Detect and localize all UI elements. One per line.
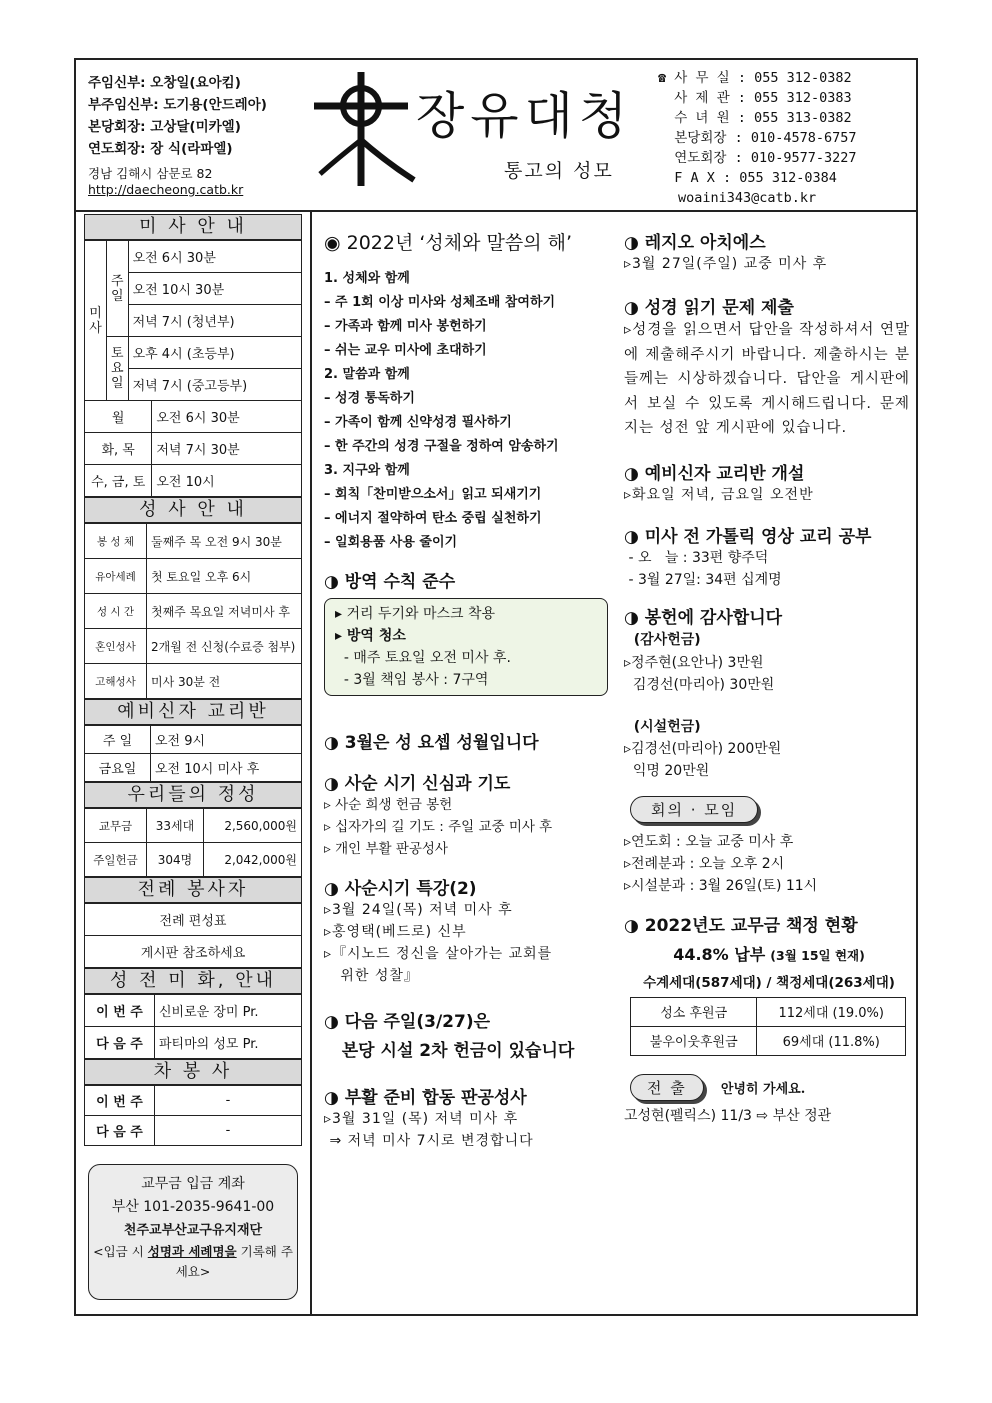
contact-row: 수 녀 원 : 055 313-0382 [674,110,852,126]
list-item: ▹전례분과 : 오늘 오후 2시 [624,855,785,872]
sacrament-value: 둘째주 목 오전 9시 30분 [147,524,302,559]
mass-time: 오전 10시 [152,465,302,497]
catechumen-table [84,725,302,782]
list-item: ▸ 방역 청소 [335,628,406,644]
list-item: ▹ 십자가의 길 기도 : 주일 교중 미사 후 [324,819,553,835]
sacrament-label: 유아세례 [85,559,147,594]
sacraments-table [84,523,302,699]
list-item: – 가족과 함께 미사 봉헌하기 [324,319,487,334]
staff-row: 주임신부: 오창일(요아킴) [88,75,241,91]
mass-time: 저녁 7시 30분 [152,433,302,465]
thanks-subtitle: (시설헌금) [624,718,701,735]
sacrament-value: 첫째주 목요일 저녁미사 후 [147,594,302,629]
list-item: ▹정주현(요안나) 3만원 [624,654,764,671]
sunday-label: 주 일 [107,241,129,337]
list-item: 2. 말씀과 함께 [324,367,410,382]
address-text: 경남 김해시 삼문로 82 [88,166,213,181]
list-item: - 오 늘 : 33편 향주덕 [624,549,769,566]
staff-row: 본당회장: 고상달(미카엘) [88,119,241,135]
sacrament-label: 고해성사 [85,664,147,699]
mass-time: 저녁 7시 (청년부) [128,305,301,337]
catechumen-label: 주 일 [85,726,151,754]
next-sunday-title: ◑ 다음 주일(3/27)은 [324,1012,491,1032]
flower-label: 다 음 주 [85,1027,155,1059]
offering-label: 주일헌금 [85,843,147,877]
weekday-label: 월 [85,401,152,433]
list-item: ▹『시노드 정신을 살아가는 교회를 [324,946,553,962]
transfer-heading [624,1074,914,1101]
parish-address [88,166,243,198]
transfer-pill: 전 출 [630,1074,704,1101]
parish-url-link[interactable]: http://daecheong.catb.kr [88,182,244,197]
catechumen-value: 오전 10시 미사 후 [151,754,302,782]
weekday-label: 수, 금, 토 [85,465,152,497]
staff-list [88,72,267,160]
dues-value: 112세대 (19.0%) [757,997,906,1026]
list-item: ▹ 사순 희생 헌금 봉헌 [324,797,453,813]
catechism-title: ◑ 예비신자 교리반 개설 [624,463,805,484]
list-item: ▹시설분과 : 3월 26일(토) 11시 [624,877,818,894]
list-item: ▹3월 24일(목) 저녁 미사 후 [324,902,513,918]
contact-row: F A X : 055 312-0384 [674,170,837,186]
lent-title: ◑ 사순 시기 신심과 기도 [324,774,511,794]
drivers-section-title: 차 봉 사 [84,1059,302,1085]
middle-column [324,228,614,1152]
dues-label: 성소 후원금 [631,997,757,1026]
driver-label: 다 음 주 [85,1116,155,1146]
list-item: – 가족이 함께 신약성경 필사하기 [324,415,512,430]
account-holder: 천주교부산교구유지재단 [123,1223,263,1238]
video-title: ◑ 미사 전 가톨릭 영상 교리 공부 [624,526,872,547]
catechumen-value: 오전 9시 [151,726,302,754]
saturday-label: 토 요 일 [107,337,129,401]
sacraments-section-title: 성 사 안 내 [84,497,302,523]
column-divider [310,212,312,1316]
mass-time: 오전 10시 30분 [128,273,301,305]
thanks-list [624,652,914,696]
dues-title: ◑ 2022년도 교무금 책정 현황 [624,915,858,936]
video-list [624,547,914,591]
list-item: – 쉬는 교우 미사에 초대하기 [324,343,487,358]
easter-list [324,1108,614,1152]
drivers-table [84,1085,302,1146]
thanks-subtitle: (감사헌금) [624,631,701,648]
bible-text: ▹성경을 읽으면서 답안을 작성하셔서 연말에 제출해주시기 바랍니다. 제출하시는 분들께는 시상하겠습니다. 답안을 게시판에서 보실 수 있도록 게시해드립니다. 문제지는 성전 앞 게시판에 있습니다. [624,322,910,436]
offering-label: 교무금 [85,809,147,843]
quarantine-box [324,598,608,696]
liturgy-section-title: 전례 봉사자 [84,877,302,903]
easter-title: ◑ 부활 준비 합동 판공성사 [324,1088,527,1108]
dues-value: 69세대 (11.8%) [757,1026,906,1055]
mass-section-title: 미 사 안 내 [84,214,302,240]
staff-row: 연도회장: 장 식(라파엘) [88,141,233,157]
list-item: ▹3월 31일 (목) 저녁 미사 후 [324,1111,519,1127]
list-item: - 매주 토요일 오전 미사 후. [335,650,511,666]
left-column [84,214,302,1146]
parish-subtitle: 통고의 성모 [504,160,614,182]
list-item: 3. 지구와 함께 [324,463,410,478]
catechumen-label: 금요일 [85,754,151,782]
sacrament-value: 2개월 전 신청(수료증 첨부) [147,629,302,664]
joseph-month-title: ◑ 3월은 성 요셉 성월입니다 [324,733,539,753]
mass-time: 오후 4시 (초등부) [128,337,301,369]
parish-title: 장유대청 [416,87,634,145]
list-item: 익명 20만원 [624,762,710,779]
driver-value: - [155,1116,302,1146]
quarantine-title: ◑ 방역 수칙 준수 [324,572,456,592]
bulletin-frame [74,58,918,1316]
mass-group-label: 미 사 [85,241,107,401]
flower-label: 이 번 주 [85,995,155,1027]
account-number: 부산 101-2035-9641-00 [111,1199,275,1215]
flower-value: 파티마의 성모 Pr. [155,1027,302,1059]
bible-title: ◑ 성경 읽기 문제 제출 [624,298,794,318]
meeting-list [624,831,914,897]
contact-row: 본당회장 : 010-4578-6757 [674,130,857,146]
list-item: - 3월 27일: 34편 십계명 [624,571,782,588]
dues-table [630,997,906,1056]
catechumen-section-title: 예비신자 교리반 [84,699,302,725]
mass-time: 저녁 7시 (중고등부) [128,369,301,401]
list-item: – 에너지 절약하여 탄소 중립 실천하기 [324,511,542,526]
contact-row: 사 제 관 : 055 312-0383 [674,90,852,106]
mass-table [84,240,302,497]
driver-value: - [155,1086,302,1116]
lent-list [324,794,614,860]
right-column [624,228,914,1127]
cross-logo-icon [306,70,416,190]
list-item: – 성경 통독하기 [324,391,415,406]
mass-time: 오전 6시 30분 [128,241,301,273]
sacrament-label: 봉 성 체 [85,524,147,559]
list-item: 1. 성체와 함께 [324,271,410,286]
offering-amount: 2,560,000원 [203,809,301,843]
year-theme-list [324,267,614,555]
flowers-table [84,994,302,1059]
list-item: ▹홍영택(베드로) 신부 [324,924,467,940]
thanks-list [624,738,914,782]
staff-row: 부주임신부: 도기용(안드레아) [88,97,267,113]
thanks-title: ◑ 봉헌에 감사합니다 [624,607,783,628]
offering-count: 33세대 [147,809,204,843]
list-item: ▹김경선(마리아) 200만원 [624,740,782,757]
mass-time: 오전 6시 30분 [152,401,302,433]
transfer-greeting: 안녕히 가세요. [720,1081,806,1097]
offering-count: 304명 [147,843,204,877]
list-item: ▹연도회 : 오늘 교중 미사 후 [624,833,794,850]
offerings-table [84,808,302,877]
account-title: 교무금 입금 계좌 [141,1176,245,1192]
liturgy-row: 전례 편성표 [85,904,302,936]
lecture-list [324,899,614,987]
list-item: – 회칙「찬미받으소서」읽고 되새기기 [324,487,542,502]
bulletin-header [76,60,916,212]
sacrament-value: 첫 토요일 오후 6시 [147,559,302,594]
list-item: 위한 성찰』 [324,968,419,984]
transfer-text: 고성현(펠릭스) 11/3 ⇨ 부산 정관 [624,1107,832,1124]
phone-icon: ☎ [658,70,667,86]
list-item: – 주 1회 이상 미사와 성체조배 참여하기 [324,295,556,310]
catechism-text: ▹화요일 저녁, 금요일 오전반 [624,486,814,503]
meeting-pill: 회의 · 모임 [630,796,758,823]
next-sunday-subtitle: 본당 시설 2차 헌금이 있습니다 [324,1041,575,1061]
liturgy-table [84,903,302,968]
contact-row: 연도회장 : 010-9577-3227 [674,150,857,166]
year-theme-title: ◉ 2022년 ‘성체와 말씀의 해’ [324,232,573,254]
dues-rate: 44.8% 납부 [673,944,766,964]
dues-rate-line [624,942,914,965]
email-link[interactable]: woaini343@catb.kr [678,190,817,206]
list-item: - 3월 책임 봉사 : 7구역 [335,672,489,688]
acies-text: ▹3월 27일(주일) 교중 미사 후 [624,256,828,272]
dues-date: (3월 15일 현재) [770,947,865,963]
liturgy-row: 게시판 참조하세요 [85,936,302,968]
list-item: – 일회용품 사용 줄이기 [324,535,458,550]
offerings-section-title: 우리들의 정성 [84,782,302,808]
driver-label: 이 번 주 [85,1086,155,1116]
lecture-title: ◑ 사순시기 특강(2) [324,879,477,899]
contact-list [658,68,857,208]
account-note: <입금 시 성명과 세례명을 기록해 주세요> [93,1244,293,1279]
sacrament-value: 미사 30분 전 [147,664,302,699]
flowers-section-title: 성 전 미 화, 안내 [84,968,302,994]
weekday-label: 화, 목 [85,433,152,465]
offering-amount: 2,042,000원 [203,843,301,877]
list-item: ▸ 거리 두기와 마스크 착용 [335,606,496,622]
list-item: 김경선(마리아) 30만원 [624,676,775,693]
flower-value: 신비로운 장미 Pr. [155,995,302,1027]
acies-title: ◑ 레지오 아치에스 [624,233,766,253]
sacrament-label: 혼인성사 [85,629,147,664]
contact-row: ☎ 사 무 실 : 055 312-0382 [658,70,852,86]
list-item: ▹ 개인 부활 판공성사 [324,841,448,857]
list-item: – 한 주간의 성경 구절을 정하여 암송하기 [324,439,559,454]
list-item: ⇒ 저녁 미사 7시로 변경합니다 [324,1133,534,1149]
dues-label: 불우이웃후원금 [631,1026,757,1055]
dues-households: 수계세대(587세대) / 책정세대(263세대) [643,974,895,991]
sacrament-label: 성 시 간 [85,594,147,629]
account-box [88,1164,298,1300]
